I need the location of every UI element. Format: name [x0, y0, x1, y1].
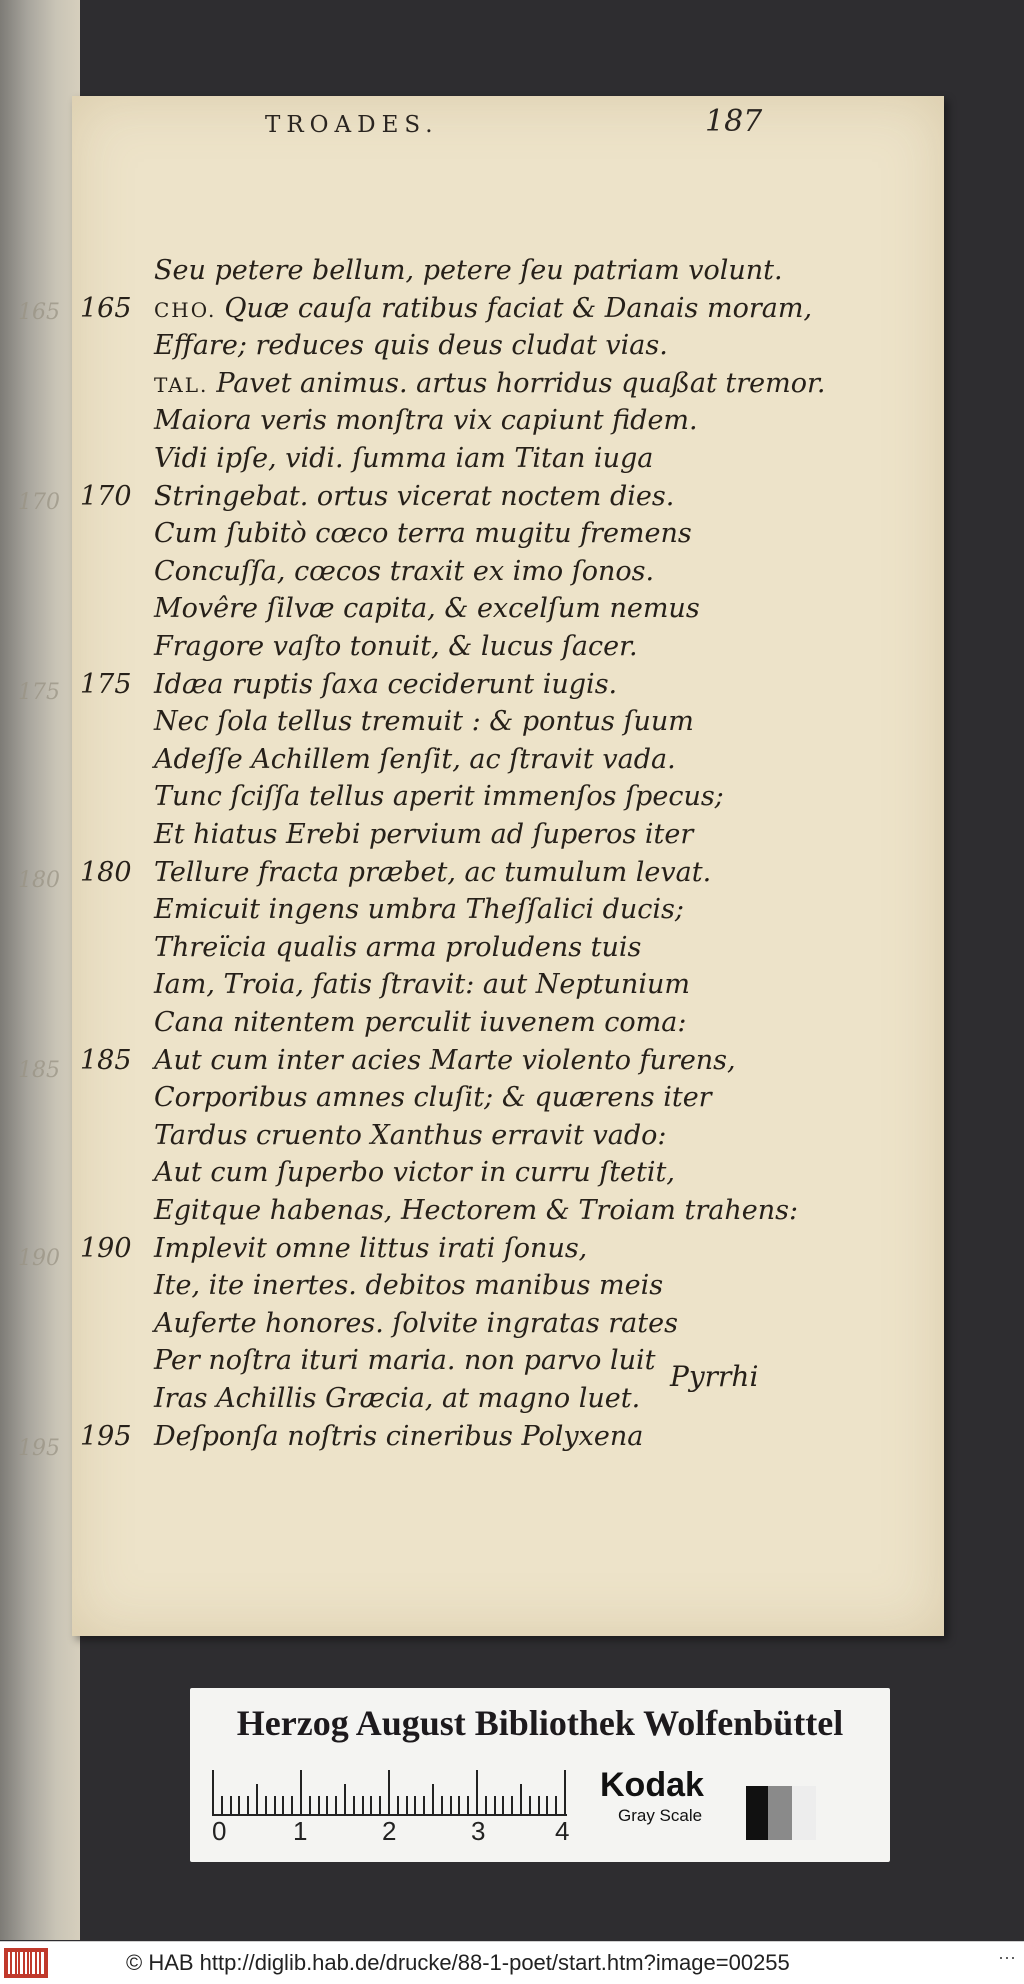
line-text: Idæa ruptis ſaxa ceciderunt iugis.	[154, 668, 618, 700]
line-number: 175	[80, 668, 132, 700]
verse-line	[154, 365, 826, 403]
line-text: Per noſtra ituri maria. non parvo luit	[154, 1345, 656, 1377]
ruler-tick	[379, 1796, 381, 1814]
ruler-label: 3	[471, 1816, 486, 1846]
line-text: Adeſſe Achillem ſenſit, ac ſtravit vada.	[154, 743, 676, 775]
viewer-footer	[0, 1941, 1024, 1984]
line-text: Fragore vaſto tonuit, & lucus ſacer.	[154, 631, 638, 662]
verse-line	[154, 553, 654, 591]
verse-line	[154, 402, 698, 440]
line-text: Quæ cauſa ratibus faciat & Danais moram,	[224, 292, 813, 324]
line-text: Tardus cruento Xanthus erravit vado:	[154, 1119, 667, 1151]
verse-line	[154, 929, 641, 967]
line-number: 170	[80, 480, 132, 512]
line-text: Tunc ſciſſa tellus aperit immenſos ſpecus;	[154, 781, 724, 813]
verse-line	[154, 816, 693, 854]
library-name: Herzog August Bibliothek Wolfenbüttel	[236, 1703, 844, 1743]
line-text: Emicuit ingens umbra Theſſalici ducis;	[154, 894, 684, 926]
verse-line	[154, 327, 668, 365]
running-title: TROADES.	[265, 112, 439, 138]
ruler-tick	[441, 1796, 443, 1814]
verse-line	[80, 666, 618, 704]
line-number: 195	[80, 1420, 132, 1452]
ruler-tick	[353, 1796, 355, 1814]
line-number: 165	[80, 292, 132, 324]
gray-swatches	[746, 1786, 816, 1840]
ruler-tick	[520, 1784, 522, 1814]
verse-line	[154, 628, 638, 666]
verse-line	[80, 290, 813, 328]
line-text: Stringebat. ortus vicerat noctem dies.	[154, 480, 675, 512]
show-through-number: 195	[18, 1436, 60, 1461]
verse-line	[154, 778, 724, 816]
ruler-tick	[494, 1796, 496, 1814]
ruler-tick	[564, 1770, 566, 1814]
line-text: Iam, Troia, fatis ſtravit: aut Neptunium	[154, 969, 690, 1001]
verse-line	[154, 515, 692, 553]
ruler-tick	[529, 1796, 531, 1814]
line-text: Egitque habenas, Hectorem & Troiam trahens:	[154, 1195, 799, 1226]
verse-line	[154, 1192, 798, 1230]
ruler-tick	[414, 1796, 416, 1814]
ruler-tick	[555, 1796, 557, 1814]
verse-line	[154, 703, 694, 741]
ruler-tick	[265, 1796, 267, 1814]
show-through-number: 165	[18, 300, 60, 325]
verse-line	[154, 741, 676, 779]
ruler-tick	[511, 1796, 513, 1814]
line-text: Ite, ite inertes. debitos manibus meis	[154, 1270, 664, 1302]
ruler-tick	[247, 1796, 249, 1814]
line-number: 190	[80, 1232, 132, 1264]
catchword: Pyrrhi	[670, 1360, 759, 1393]
ruler-tick	[282, 1796, 284, 1814]
line-text: Pavet animus. artus horridus quaßat tremor.	[216, 367, 826, 399]
show-through-number: 180	[18, 868, 60, 893]
line-text: Cum ſubitò cœco terra mugitu fremens	[154, 518, 692, 550]
verse-line	[80, 1230, 588, 1268]
line-text: Vidi ipſe, vidi. ſumma iam Titan iuga	[154, 443, 654, 474]
ruler-tick	[397, 1796, 399, 1814]
ruler-tick	[344, 1784, 346, 1814]
line-text: Maiora veris monſtra vix capiunt fidem.	[154, 405, 698, 437]
ruler-tick	[450, 1796, 452, 1814]
ruler-tick	[458, 1796, 460, 1814]
show-through-number: 170	[18, 490, 60, 515]
ruler-tick	[256, 1784, 258, 1814]
ruler-tick	[238, 1796, 240, 1814]
ruler-label: 2	[382, 1816, 397, 1846]
ruler-tick	[388, 1770, 390, 1814]
verse-line	[80, 1042, 736, 1080]
ruler-tick	[291, 1796, 293, 1814]
kodak-logo: Kodak	[600, 1766, 704, 1804]
verse-line	[80, 1418, 644, 1456]
ruler-tick	[309, 1796, 311, 1814]
verse-line	[154, 1004, 686, 1042]
verse-line	[154, 1154, 675, 1192]
verse-line	[154, 1305, 678, 1343]
show-through-number: 190	[18, 1246, 60, 1271]
ruler-tick	[221, 1796, 223, 1814]
ruler-tick	[432, 1784, 434, 1814]
line-text: Corporibus amnes cluſit; & quærens iter	[154, 1082, 712, 1114]
show-through-number: 175	[18, 680, 60, 705]
line-text: Aut cum ſuperbo victor in curru ſtetit,	[154, 1157, 675, 1189]
line-text: Nec ſola tellus tremuit : & pontus ſuum	[154, 706, 694, 738]
ruler-tick	[326, 1796, 328, 1814]
ruler-tick	[274, 1796, 276, 1814]
ruler-tick	[406, 1796, 408, 1814]
ruler-tick	[335, 1796, 337, 1814]
line-text: Cana nitentem perculit iuvenem coma:	[154, 1007, 687, 1038]
speaker-label: CHO.	[154, 297, 217, 322]
verse-line	[154, 1342, 656, 1380]
swatch-gray	[768, 1786, 792, 1840]
verse-line	[80, 478, 675, 516]
verse-line	[154, 1267, 663, 1305]
verse-line	[154, 1380, 640, 1418]
ruler-tick	[212, 1770, 214, 1814]
verse-line	[154, 440, 653, 478]
line-text: Aut cum inter acies Marte violento furens,	[154, 1044, 736, 1076]
line-number: 180	[80, 856, 132, 888]
verse-line	[154, 590, 700, 628]
ruler	[212, 1770, 567, 1816]
ruler-label: 0	[212, 1816, 227, 1846]
verse-line	[80, 854, 712, 892]
verse-line	[154, 1117, 666, 1155]
page-number: 187	[705, 104, 763, 139]
line-text: Auferte honores. ſolvite ingratas rates	[154, 1307, 678, 1339]
speaker-label: TAL.	[154, 372, 209, 397]
swatch-white	[792, 1786, 816, 1840]
barcode-icon	[4, 1948, 48, 1978]
ruler-tick	[230, 1796, 232, 1814]
line-text: Tellure fracta præbet, ac tumulum levat.	[154, 856, 712, 888]
line-text: Effare; reduces quis deus cludat vias.	[154, 330, 668, 362]
ruler-tick	[538, 1796, 540, 1814]
gray-scale-label: Gray Scale	[618, 1806, 703, 1825]
ruler-tick	[362, 1796, 364, 1814]
ruler-tick	[502, 1796, 504, 1814]
verse-line	[154, 252, 783, 290]
show-through-number: 185	[18, 1058, 60, 1083]
ruler-tick	[300, 1770, 302, 1814]
line-text: Movêre ſilvæ capita, & excelſum nemus	[154, 593, 700, 625]
ruler-label: 4	[555, 1816, 570, 1846]
ruler-tick	[467, 1796, 469, 1814]
ruler-tick	[318, 1796, 320, 1814]
ruler-tick	[485, 1796, 487, 1814]
line-text: Concuſſa, cœcos traxit ex imo ſonos.	[154, 555, 655, 587]
ruler-tick	[370, 1796, 372, 1814]
ruler-tick	[546, 1796, 548, 1814]
line-text: Threïcia qualis arma proludens tuis	[154, 931, 642, 963]
verse-line	[154, 966, 690, 1004]
color-scale-card	[190, 1688, 890, 1862]
swatch-black	[746, 1786, 768, 1840]
copyright-link[interactable]: © HAB http://diglib.hab.de/drucke/88-1-poet/start.htm?image=00255	[126, 1950, 790, 1975]
line-text: Implevit omne littus irati ſonus,	[154, 1232, 588, 1264]
ruler-label: 1	[293, 1816, 308, 1846]
more-icon[interactable]: ⋯	[998, 1948, 1016, 1968]
line-text: Seu petere bellum, petere ſeu patriam volunt.	[154, 255, 783, 286]
ruler-tick	[423, 1796, 425, 1814]
verse-line	[154, 1079, 712, 1117]
ruler-tick	[476, 1770, 478, 1814]
line-text: Deſponſa noſtris cineribus Polyxena	[154, 1420, 644, 1452]
line-number: 185	[80, 1044, 132, 1076]
adjacent-page-edge	[0, 0, 80, 1940]
line-text: Iras Achillis Græcia, at magno luet.	[154, 1383, 641, 1414]
line-text: Et hiatus Erebi pervium ad ſuperos iter	[154, 819, 694, 850]
verse-line	[154, 891, 684, 929]
